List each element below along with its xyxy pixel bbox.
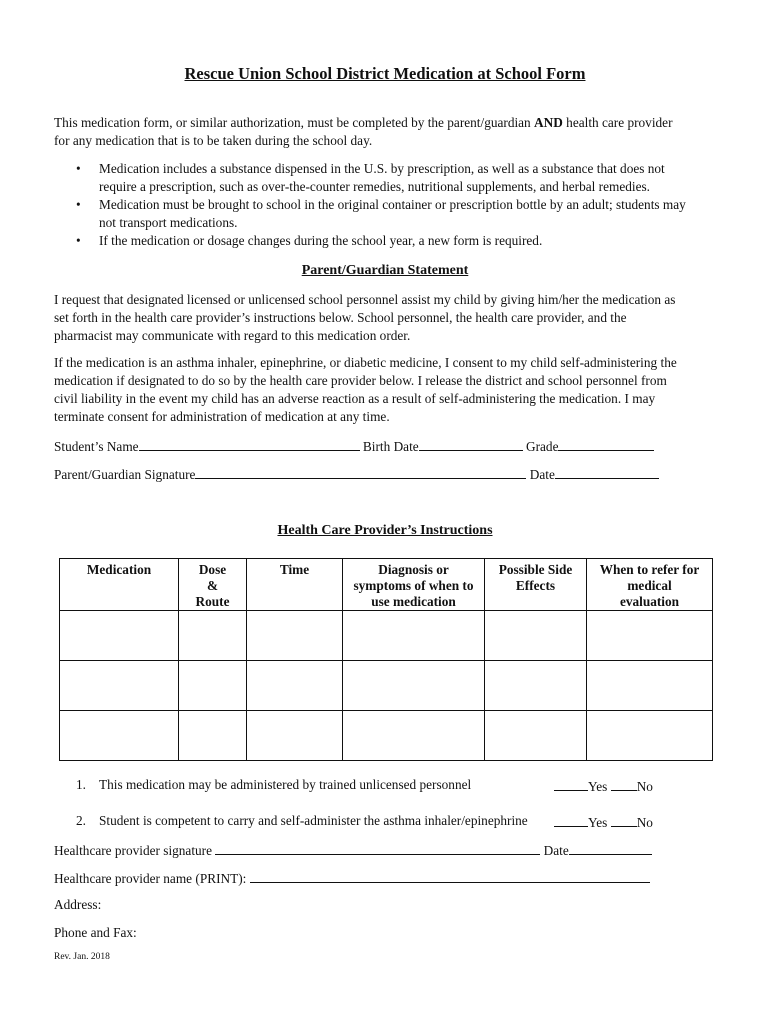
item-2-number: 2. [76,813,86,828]
parent-paragraph-2: If the medication is an asthma inhaler, epinephrine, or diabetic medicine, I consent to my child self-administering the medication if designated to do so by the health care provider below. I release the district and school personnel from civil liability in the event my child has an adverse reaction as a result of self-administering the medication. I may terminate consent for administration of medication at any time. [54,355,677,424]
table-cell[interactable] [485,611,587,661]
item-2-no-field[interactable] [611,812,637,827]
address-label: Address: [54,897,102,912]
table-cell[interactable] [60,711,179,761]
item-1-text: This medication may be administered by trained unlicensed personnel [99,777,472,792]
table-cell[interactable] [179,611,247,661]
column-header-refer: When to refer for medical evaluation [587,559,713,611]
parent-paragraph-1: I request that designated licensed or unlicensed school personnel assist my child by giving him/her the medication as set forth in the health care provider’s instructions below. School personnel, the health care provider, and the pharmacist may communicate with regard to this medication order. [54,292,676,343]
grade-label: Grade [526,439,559,454]
table-cell[interactable] [247,661,343,711]
phone-fax-label: Phone and Fax: [54,925,137,940]
provider-name-field[interactable] [250,868,650,883]
provider-name-label: Healthcare provider name (PRINT): [54,871,247,886]
table-cell[interactable] [60,661,179,711]
form-title: Rescue Union School District Medication at School Form [184,64,586,83]
provider-signature-label: Healthcare provider signature [54,843,213,858]
table-cell[interactable] [485,711,587,761]
yes-label: Yes [588,815,608,830]
list-item: • Medication includes a substance dispensed in the U.S. by prescription, as well as a substance that does not require a prescription, such as over-the-counter remedies, nutritional supplements, and herbal remedies. [76,161,665,194]
table-cell[interactable] [247,611,343,661]
column-header-side-effects: Possible Side Effects [485,559,587,611]
table-cell[interactable] [343,611,485,661]
no-label: No [636,779,653,794]
yes-label: Yes [588,779,608,794]
item-2-text: Student is competent to carry and self-administer the asthma inhaler/epinephrine [99,813,528,828]
medication-table [59,558,713,761]
intro-emphasis: AND [534,115,563,130]
provider-signature-row [54,840,652,860]
parent-date-label: Date [529,467,555,482]
parent-signature-row [54,464,659,484]
intro-paragraph [54,114,719,150]
list-item: • Medication must be brought to school in the original container or prescription bottle by an adult; students may not transport medications. [76,197,686,230]
column-header-medication: Medication [60,559,179,611]
parent-signature-label: Parent/Guardian Signature [54,467,196,482]
table-cell[interactable] [247,711,343,761]
table-cell[interactable] [343,711,485,761]
intro-line1-a: This medication form, or similar authorization, must be completed by the parent/guardian [54,115,535,130]
table-header-row [60,559,713,611]
table-cell[interactable] [587,711,713,761]
provider-date-field[interactable] [569,840,652,855]
student-name-label: Student’s Name [54,439,139,454]
intro-line1-b: health care provider [562,115,673,130]
birth-date-field[interactable] [419,436,523,451]
intro-line2: for any medication that is to be taken during the school day. [54,133,373,148]
table-row [60,661,713,711]
birth-date-label: Birth Date [362,439,419,454]
bullet-icon: • [76,233,81,248]
bullet-icon: • [76,197,81,212]
column-header-time: Time [247,559,343,611]
student-name-field[interactable] [139,436,360,451]
table-row [60,711,713,761]
table-row [60,611,713,661]
no-label: No [636,815,653,830]
table-cell[interactable] [60,611,179,661]
item-1-no-field[interactable] [611,776,637,791]
item-1-number: 1. [76,777,86,792]
provider-instructions-heading: Health Care Provider’s Instructions [277,523,493,538]
table-cell[interactable] [179,711,247,761]
item-1-yes-field[interactable] [554,776,588,791]
provider-date-label: Date [543,843,569,858]
bullet-icon: • [76,161,81,176]
student-info-row [54,436,654,456]
parent-signature-field[interactable] [195,464,526,479]
item-2-yes-field[interactable] [554,812,588,827]
requirements-list [54,160,719,250]
column-header-diagnosis: Diagnosis or symptoms of when to use medication [343,559,485,611]
item-2-yes-no [554,812,653,832]
table-cell[interactable] [343,661,485,711]
column-header-dose-route: Dose & Route [179,559,247,611]
table-cell[interactable] [179,661,247,711]
provider-signature-field[interactable] [215,840,540,855]
grade-field[interactable] [558,436,654,451]
provider-name-row [54,868,650,888]
list-item: • If the medication or dosage changes during the school year, a new form is required. [76,233,543,248]
parent-statement-heading: Parent/Guardian Statement [301,263,469,278]
item-1-yes-no [554,776,653,796]
table-cell[interactable] [485,661,587,711]
revision-note: Rev. Jan. 2018 [54,952,110,962]
table-cell[interactable] [587,611,713,661]
parent-date-field[interactable] [555,464,659,479]
table-cell[interactable] [587,661,713,711]
